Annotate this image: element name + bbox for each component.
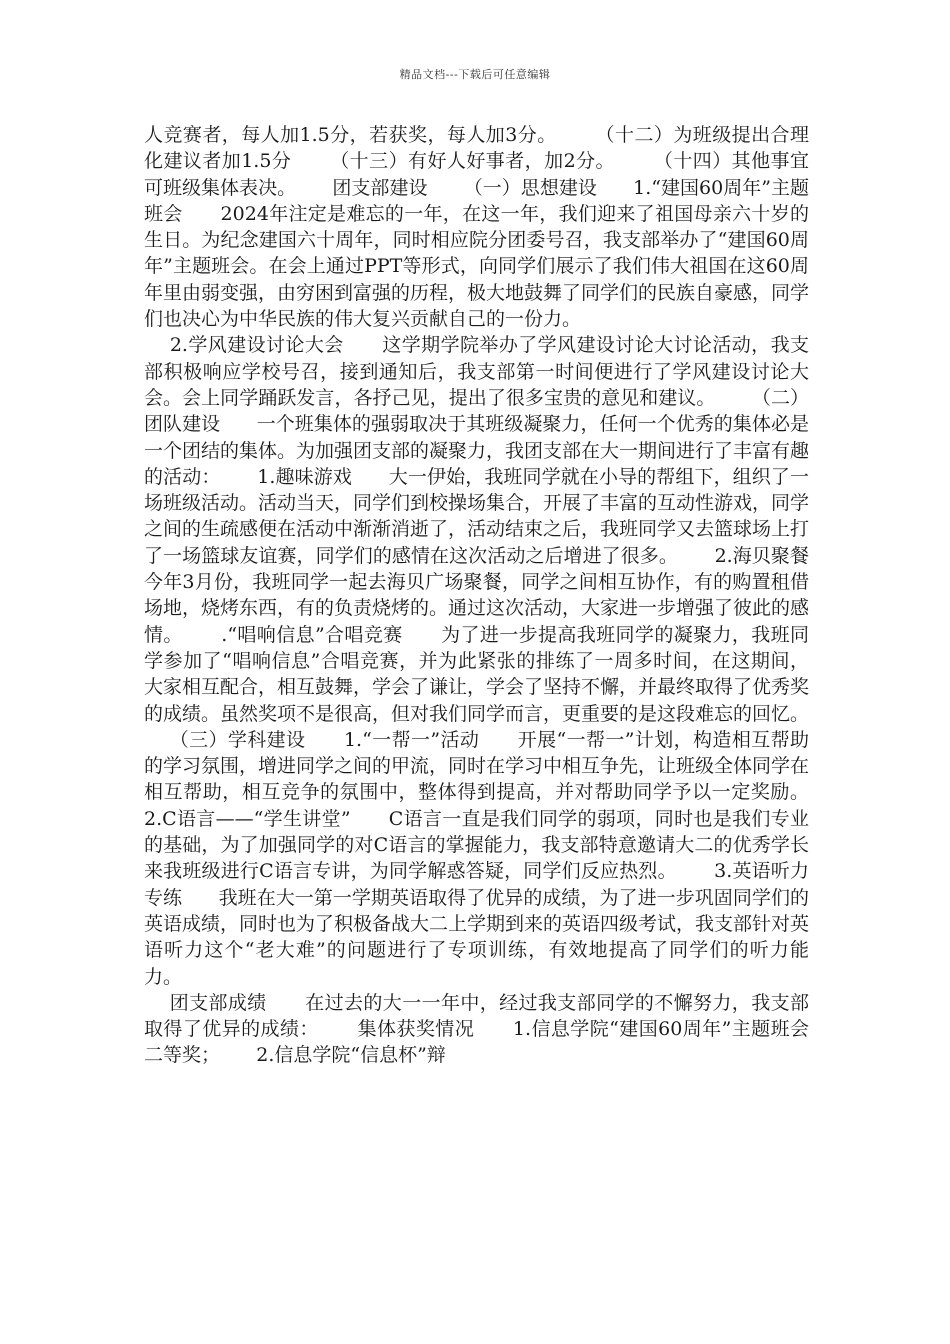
paragraph-rules-and-thought-building: 人竞赛者，每人加1.5分，若获奖，每人加3分。 （十二）为班级提出合理化建议者加1.5分 （十三）有好人好事者，加2分。 （十四）其他事宜可班级集体表决。 团支部建设 （一）思想建设 1.“建国60周年”主题班会 2024年注定是难忘的一年，在这一年，我们迎来了祖国母亲六十岁的生日。为纪念建国六十周年，同时相应院分团委号召，我支部举办了“建国60周年”主题班会。在会上通过PPT等形式，向同学们展示了我们伟大祖国在这60周年里由弱变强，由穷困到富强的历程，极大地鼓舞了同学们的民族自豪感，同学们也决心为中华民族的伟大复兴贡献自己的一份力。 <box>144 124 810 331</box>
paragraph-subject-building: （三）学科建设 1.“一帮一”活动 开展“一帮一”计划，构造相互帮助的学习氛围，增进同学之间的甲流，同时在学习中相互争先，让班级全体同学在相互帮助，相互竞争的氛围中，整体得到提高，并对帮助同学予以一定奖励。 2.C语言——“学生讲堂” C语言一直是我们同学的弱项，同时也是我们专业的基础，为了加强同学的对C语言的掌握能力，我支部特意邀请大二的优秀学长来我班级进行C语言专讲，为同学解惑答疑，同学们反应热烈。 3.英语听力专练 我班在大一第一学期英语取得了优异的成绩，为了进一步巩固同学们的英语成绩，同时也为了积极备战大二上学期到来的英语四级考试，我支部针对英语听力这个“老大难”的问题进行了专项训练，有效地提高了同学们的听力能力。 <box>144 728 846 988</box>
paragraph-study-and-team-building: 2.学风建设讨论大会 这学期学院举办了学风建设讨论大讨论活动，我支部积极响应学校号召，接到通知后，我支部第一时间便进行了学风建设讨论大会。会上同学踊跃发言，各抒己见，提出了很多宝贵的意见和建议。 （二）团队建设 一个班集体的强弱取决于其班级凝聚力，任何一个优秀的集体必是一个团结的集体。为加强团支部的凝聚力，我团支部在大一期间进行了丰富有趣的活动： 1.趣味游戏 大一伊始，我班同学就在小导的帮组下，组织了一场班级活动。活动当天，同学们到校操场集合，开展了丰富的互动性游戏，同学之间的生疏感便在活动中渐渐消逝了，活动结束之后，我班同学又去篮球场上打了一场篮球友谊赛，同学们的感情在这次活动之后增进了很多。 2.海贝聚餐 今年3月份，我班同学一起去海贝广场聚餐，同学之间相互协作，有的购置租借场地，烧烤东西，有的负责烧烤的。通过这次活动，大家进一步增强了彼此的感情。 .“唱响信息”合唱竞赛 为了进一步提高我班同学的凝聚力，我班同学参加了“唱响信息”合唱竞赛，并为此紧张的排练了一周多时间，在这期间，大家相互配合，相互鼓舞，学会了谦让，学会了坚持不懈，并最终取得了优秀奖的成绩。虽然奖项不是很高，但对我们同学而言，更重要的是这段难忘的回忆。 <box>144 334 846 725</box>
document-body <box>144 122 846 1069</box>
paragraph-achievements: 团支部成绩 在过去的大一一年中，经过我支部同学的不懈努力，我支部取得了优异的成绩： 集体获奖情况 1.信息学院“建国60周年”主题班会二等奖； 2.信息学院“信息杯”辩 <box>144 991 809 1067</box>
page-header: 精品文档---下载后可任意编辑 <box>399 68 551 81</box>
